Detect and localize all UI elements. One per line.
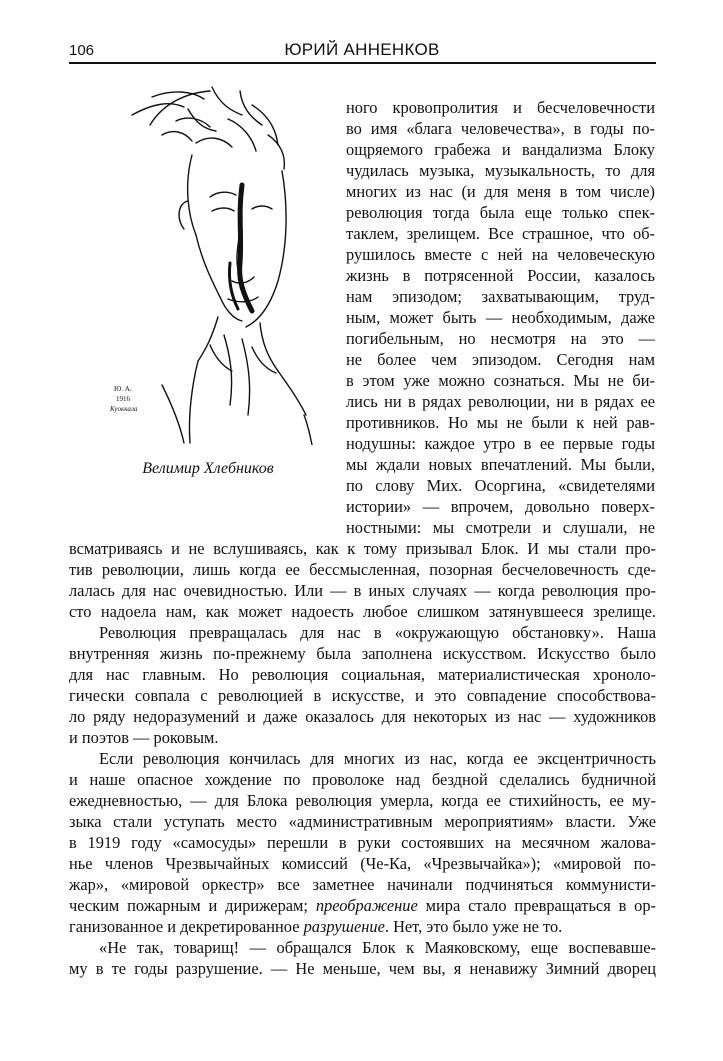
text-line: зыка стали уступать место «административным мероприятиям» власти. Уже bbox=[69, 812, 656, 831]
text-line: сто надоела нам, как может надоесть любое слишком затянувшееся зрелище. bbox=[69, 602, 656, 621]
signature-line-1: Ю. А. bbox=[114, 385, 132, 393]
text-line: в 1919 году «самосуды» перешли в руки состоявших на месячном жалова- bbox=[69, 833, 656, 852]
signature-line-3: Куоккала bbox=[110, 405, 138, 413]
text-line: всматриваясь и не вслушиваясь, как к тому призывал Блок. И мы стали про- bbox=[69, 539, 656, 558]
text-line-mixed bbox=[69, 916, 656, 937]
text-line: тив революции, лишь когда ее бессмысленная, позорная бесчеловечность сде- bbox=[69, 560, 656, 579]
portrait-drawing bbox=[92, 85, 324, 445]
text-line: в этом уже можно сознаться. Мы не би- bbox=[346, 371, 655, 390]
text-line: нам эпизодом; захватывающим, труд- bbox=[346, 287, 655, 306]
running-head: ЮРИЙ АННЕНКОВ bbox=[284, 40, 440, 59]
text-line: нодушны: каждое утро в ее первые годы bbox=[346, 434, 655, 453]
text-run: . Нет, это было уже не то. bbox=[384, 917, 563, 936]
text-line: мы ждали новых впечатлений. Мы были, bbox=[346, 455, 655, 474]
text-line: рушилось вместе с ней на человеческую bbox=[346, 245, 655, 264]
text-line: погибельным, но несмотря на это — bbox=[346, 329, 655, 348]
text-line: жизнь в потрясенной России, казалось bbox=[346, 266, 655, 285]
text-line-mixed bbox=[69, 895, 656, 916]
text-line: истории» — впрочем, довольно поверх- bbox=[346, 497, 655, 516]
page-header bbox=[69, 41, 655, 61]
text-line: ло ряду недоразумений и даже оказалось для некоторых из нас — художников bbox=[69, 707, 656, 726]
text-line: таклем, зрелищем. Все страшное, что об- bbox=[346, 224, 655, 243]
text-line: гически совпала с революцией в искусстве, и это совпадение способствова- bbox=[69, 686, 656, 705]
text-line: жар», «мировой оркестр» все заметнее начинали подчиняться коммунисти- bbox=[69, 875, 656, 894]
text-line: революция тогда была еще только спек- bbox=[346, 203, 655, 222]
paragraph-first-line: «Не так, товарищ! — обращался Блок к Маяковскому, еще воспевавше- bbox=[99, 938, 656, 957]
text-line: нье членов Чрезвычайных комиссий (Че-Ка, «Чрезвычайка»); «мировой по- bbox=[69, 854, 656, 873]
text-line: чудилась музыка, музыкальность, то для bbox=[346, 161, 655, 180]
signature-line-2: 1916 bbox=[116, 395, 130, 403]
text-line: ощряемого грабежа и вандализма Блоку bbox=[346, 140, 655, 159]
italic-term: преображение bbox=[315, 896, 418, 915]
text-line: лись ни в рядах революции, ни в рядах ее bbox=[346, 392, 655, 411]
text-line: и наше опасное хождение по проволоке над бездной сделались будничной bbox=[69, 770, 656, 789]
text-run: ганизованное и декретированное bbox=[69, 917, 304, 936]
text-line: не более чем эпизодом. Сегодня нам bbox=[346, 350, 655, 369]
text-line: по слову Мих. Осоргина, «свидетелями bbox=[346, 476, 655, 495]
header-rule bbox=[69, 62, 656, 64]
text-line: му в те годы разрушение. — Не меньше, чем вы, я ненавижу Зимний дворец bbox=[69, 959, 656, 978]
text-line: ностными: мы смотрели и слушали, не bbox=[346, 518, 655, 537]
page-number: 106 bbox=[69, 42, 95, 59]
text-line: ным, может быть — необходимым, даже bbox=[346, 308, 655, 327]
italic-term: разрушение bbox=[303, 917, 385, 936]
text-line: ежедневностью, — для Блока революция умерла, когда ее стихийность, ее му- bbox=[69, 791, 656, 810]
text-line: внутренняя жизнь по-прежнему была заполнена искусством. Искусство было bbox=[69, 644, 656, 663]
paragraph-first-line: Если революция кончилась для многих из нас, когда ее эксцентричность bbox=[99, 749, 656, 768]
figure-caption: Велимир Хлебников bbox=[142, 460, 274, 477]
text-line: во имя «блага человечества», в годы по- bbox=[346, 119, 655, 138]
text-run: мира стало превращаться в ор- bbox=[417, 896, 657, 915]
text-line: многих из нас (и для меня в том числе) bbox=[346, 182, 655, 201]
text-line: противников. Но мы не были к ней рав- bbox=[346, 413, 655, 432]
text-run: ческим пожарным и дирижерам; bbox=[69, 896, 316, 915]
text-line: ного кровопролития и бесчеловечности bbox=[346, 98, 655, 117]
text-line: и поэтов — роковым. bbox=[69, 728, 219, 747]
text-line: лалась для нас очевидностью. Или — в иных случаях — когда революция про- bbox=[69, 581, 656, 600]
text-line: для нас главным. Но революция социальная, материалистическая хроноло- bbox=[69, 665, 656, 684]
paragraph-first-line: Революция превращалась для нас в «окружающую обстановку». Наша bbox=[99, 623, 656, 642]
